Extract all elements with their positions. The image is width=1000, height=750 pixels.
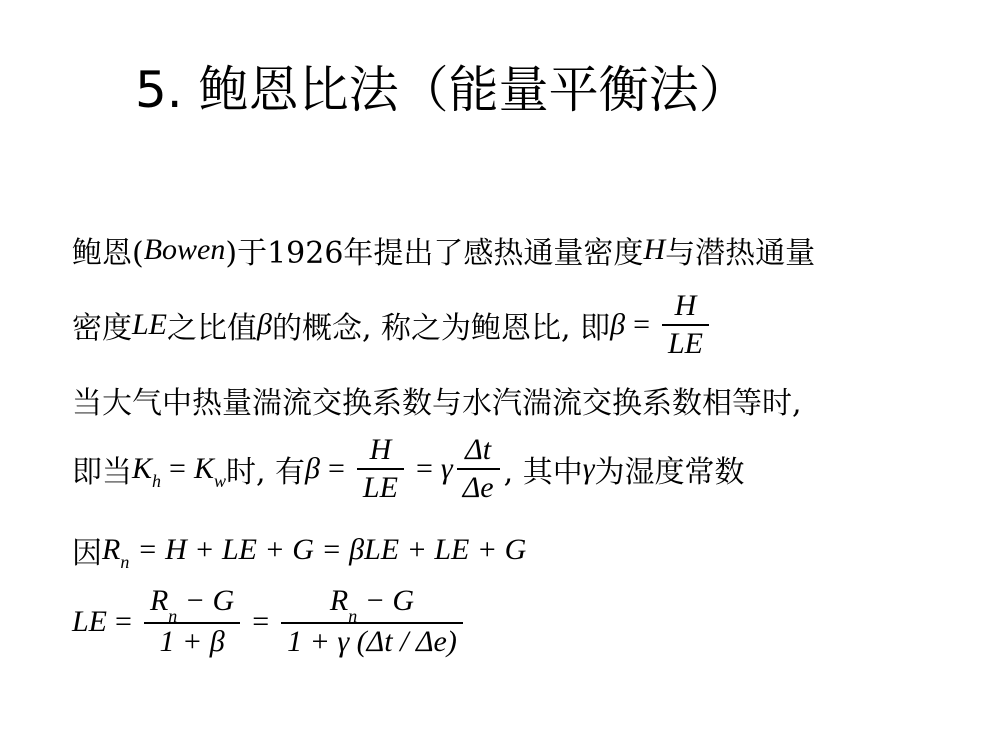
var-gamma: γ xyxy=(440,452,453,485)
numerator: H xyxy=(369,433,392,466)
text: 与潜热通量 xyxy=(665,236,816,271)
text: 为湿度常数 xyxy=(594,455,745,490)
fraction-rn-minus-g-over-1-plus-beta xyxy=(144,583,240,660)
denominator: LE xyxy=(362,471,398,504)
text: 即当 xyxy=(72,455,132,490)
text-line-3 xyxy=(72,378,802,422)
equals-sign: = xyxy=(633,308,650,341)
var-K: K xyxy=(193,452,214,485)
text-line-1 xyxy=(72,228,815,272)
numerator xyxy=(324,583,420,626)
denominator: Δe xyxy=(462,471,494,504)
subscript-n: n xyxy=(168,606,178,626)
equals-sign: = xyxy=(115,604,132,638)
subscript-n: n xyxy=(120,551,130,572)
equals-sign: = xyxy=(328,452,345,485)
var-beta: β xyxy=(257,308,272,341)
var-H: H xyxy=(643,233,666,266)
text: 因 xyxy=(72,536,102,571)
text-line-5 xyxy=(72,528,526,572)
fraction-rn-minus-g-over-gamma-term xyxy=(281,583,463,660)
text-line-6 xyxy=(72,583,467,660)
text: , 其中 xyxy=(503,455,583,490)
equals-sign: = xyxy=(415,452,433,485)
var-gamma: γ xyxy=(582,452,595,485)
slide-title: 5. 鲍恩比法（能量平衡法） xyxy=(135,61,749,119)
numerator xyxy=(144,583,240,626)
var-LE: LE xyxy=(72,604,108,638)
numerator: Δt xyxy=(465,433,492,466)
var-R: R xyxy=(329,584,349,617)
denominator: LE xyxy=(668,327,704,360)
denominator: 1 + γ (Δt / Δe) xyxy=(287,625,457,658)
subscript-w: w xyxy=(213,470,226,491)
equals-sign: = xyxy=(169,452,186,485)
bowen-name: Bowen xyxy=(143,233,226,266)
text: 鲍恩( xyxy=(72,236,144,271)
text: 的概念, 称之为鲍恩比, 即 xyxy=(271,311,611,346)
fraction-H-over-LE xyxy=(357,432,404,506)
minus-G: − G xyxy=(357,584,415,617)
text: 之比值 xyxy=(167,311,258,346)
numerator: H xyxy=(674,289,697,322)
text-line-2 xyxy=(72,288,713,362)
equals-sign: = xyxy=(252,604,270,638)
text: 当大气中热量湍流交换系数与水汽湍流交换系数相等时, xyxy=(72,386,802,421)
var-R: R xyxy=(149,584,169,617)
fraction-H-over-LE xyxy=(662,288,709,362)
text: )于1926年提出了感热通量密度 xyxy=(225,236,644,271)
fraction-dt-over-de xyxy=(457,432,500,506)
var-LE: LE xyxy=(132,308,168,341)
denominator: 1 + β xyxy=(159,625,225,658)
equation-rhs: = H + LE + G = βLE + LE + G xyxy=(137,533,527,566)
minus-G: − G xyxy=(177,584,235,617)
var-R: R xyxy=(102,533,121,566)
subscript-h: h xyxy=(152,470,162,491)
var-beta: β xyxy=(610,308,626,341)
text: 密度 xyxy=(72,311,132,346)
var-K: K xyxy=(132,452,153,485)
subscript-n: n xyxy=(348,606,358,626)
text-line-4 xyxy=(72,432,745,506)
text: 时, 有 xyxy=(225,455,306,490)
var-beta: β xyxy=(305,452,320,485)
